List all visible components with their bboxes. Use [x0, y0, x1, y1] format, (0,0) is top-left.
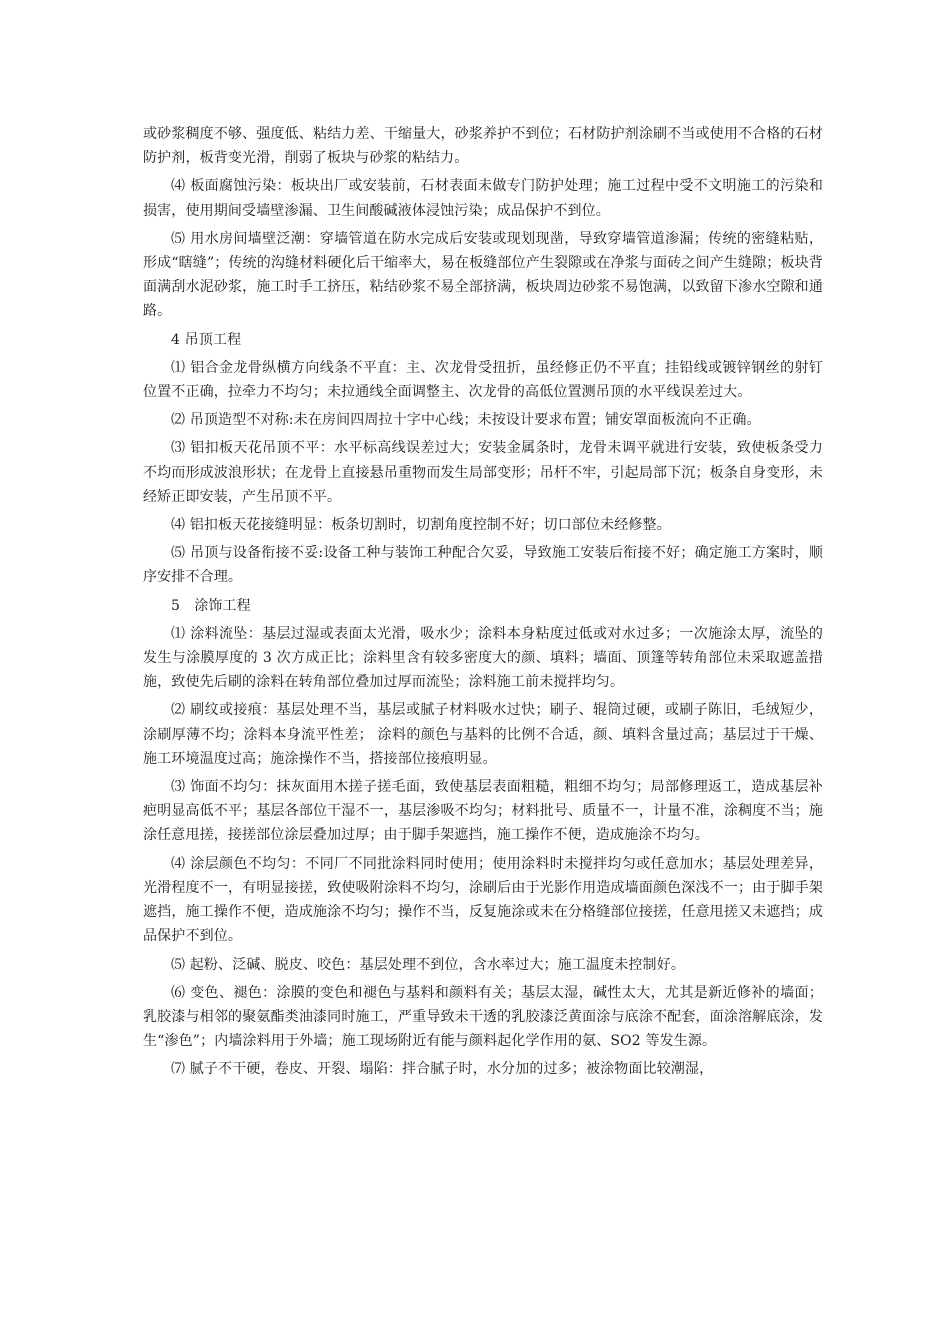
paragraph-coating-5: ⑸ 起粉、泛碱、脱皮、咬色：基层处理不到位，含水率过大；施工温度未控制好。 [171, 956, 685, 973]
paragraph-ceiling-4: ⑷ 铝扣板天花接缝明显：板条切割时，切割角度控制不好；切口部位未经修整。 [171, 517, 671, 534]
paragraph-coating-1: ⑴ 涂料流坠：基层过湿或表面太光滑，吸水少；涂料本身粘度过低或对水过多；一次施涂太厚，流坠的发生与涂膜厚度的 3 次方成正比；涂料里含有较多密度大的颜、填料；墙面、顶篷等转角部位未采取遮盖措施，致使先后刷的涂料在转角部位叠加过厚而流坠；涂料施工前未搅拌均匀。 [143, 625, 823, 691]
paragraph-stone-corrosion: ⑷ 板面腐蚀污染：板块出厂或安装前，石材表面未做专门防护处理；施工过程中受不文明施工的污染和损害，使用期间受墙壁渗漏、卫生间酸碱液体浸蚀污染；成品保护不到位。 [143, 178, 823, 219]
document-page [143, 122, 823, 1086]
paragraph-coating-3: ⑶ 饰面不均匀：抹灰面用木搓子搓毛面，致使基层表面粗糙，粗细不均匀；局部修理返工，造成基层补疤明显高低不平；基层各部位干湿不一，基层渗吸不均匀；材料批号、质量不一，计量不准，涂稠度不当；施涂任意甩搓，接搓部位涂层叠加过厚；由于脚手架遮挡，施工操作不便，造成施涂不均匀。 [143, 779, 823, 844]
section-heading-ceiling: 4 吊顶工程 [171, 331, 242, 348]
paragraph-coating-6: ⑹ 变色、褪色：涂膜的变色和褪色与基料和颜料有关；基层太湿，碱性太大，尤其是新近修补的墙面；乳胶漆与相邻的聚氨酯类油漆同时施工，严重导致未干透的乳胶漆泛黄面涂与底涂不配套，面涂溶解底涂，发生“渗色”；内墙涂料用于外墙；施工现场附近有能与颜料起化学作用的氨、SO2 等发生源。 [143, 984, 823, 1050]
paragraph-ceiling-3: ⑶ 铝扣板天花吊顶不平：水平标高线误差过大；安装金属条时，龙骨未调平就进行安装，致使板条受力不均而形成波浪形状；在龙骨上直接悬吊重物而发生局部变形；吊杆不牢，引起局部下沉；板条自身变形，未经矫正即安装，产生吊顶不平。 [143, 440, 823, 505]
paragraph-1: 或砂浆稠度不够、强度低、粘结力差、干缩量大，砂浆养护不到位；石材防护剂涂刷不当或使用不合格的石材防护剂，板背变光滑，削弱了板块与砂浆的粘结力。 [143, 126, 823, 167]
section-heading-coating: 5 涂饰工程 [171, 597, 251, 614]
paragraph-coating-7: ⑺ 腻子不干硬，卷皮、开裂、塌陷：拌合腻子时，水分加的过多；被涂物面比较潮湿， [171, 1061, 714, 1078]
paragraph-wall-moisture: ⑸ 用水房间墙壁泛潮：穿墙管道在防水完成后安装或现划现凿，导致穿墙管道渗漏；传统的密缝粘贴，形成“瞎缝”；传统的沟缝材料硬化后干缩率大，易在板缝部位产生裂隙或在净浆与面砖之间产生缝隙；板块背面满刮水泥砂浆，施工时手工挤压，粘结砂浆不易全部挤满，板块周边砂浆不易饱满，以致留下渗水空隙和通路。 [143, 230, 823, 320]
paragraph-coating-4: ⑷ 涂层颜色不均匀：不同厂不同批涂料同时使用；使用涂料时未搅拌均匀或任意加水；基层处理差异，光滑程度不一，有明显接搓，致使吸附涂料不均匀，涂刷后由于光影作用造成墙面颜色深浅不一；由于脚手架遮挡，施工操作不便，造成施涂不均匀；操作不当，反复施涂或未在分格缝部位接搓，任意甩搓又未遮挡；成品保护不到位。 [143, 855, 823, 945]
paragraph-ceiling-1: ⑴ 铝合金龙骨纵横方向线条不平直：主、次龙骨受扭折，虽经修正仍不平直；挂铅线或镀锌钢丝的射钉位置不正确，拉牵力不均匀；未拉通线全面调整主、次龙骨的高低位置测吊顶的水平线误差过大。 [143, 359, 823, 401]
paragraph-ceiling-2: ⑵ 吊顶造型不对称:未在房间四周拉十字中心线；未按设计要求布置；铺安罩面板流向不正确。 [171, 412, 761, 429]
paragraph-ceiling-5: ⑸ 吊顶与设备衔接不妥:设备工种与装饰工种配合欠妥，导致施工安装后衔接不好；确定施工方案时，顺序安排不合理。 [143, 545, 823, 586]
paragraph-coating-2: ⑵ 刷纹或接痕：基层处理不当，基层或腻子材料吸水过快；刷子、辊筒过硬，或刷子陈旧，毛绒短少，涂刷厚薄不均；涂料本身流平性差； 涂料的颜色与基料的比例不合适，颜、填料含量过高；基层过于干燥、施工环境温度过高；施涂操作不当，搭接部位接痕明显。 [143, 702, 823, 767]
